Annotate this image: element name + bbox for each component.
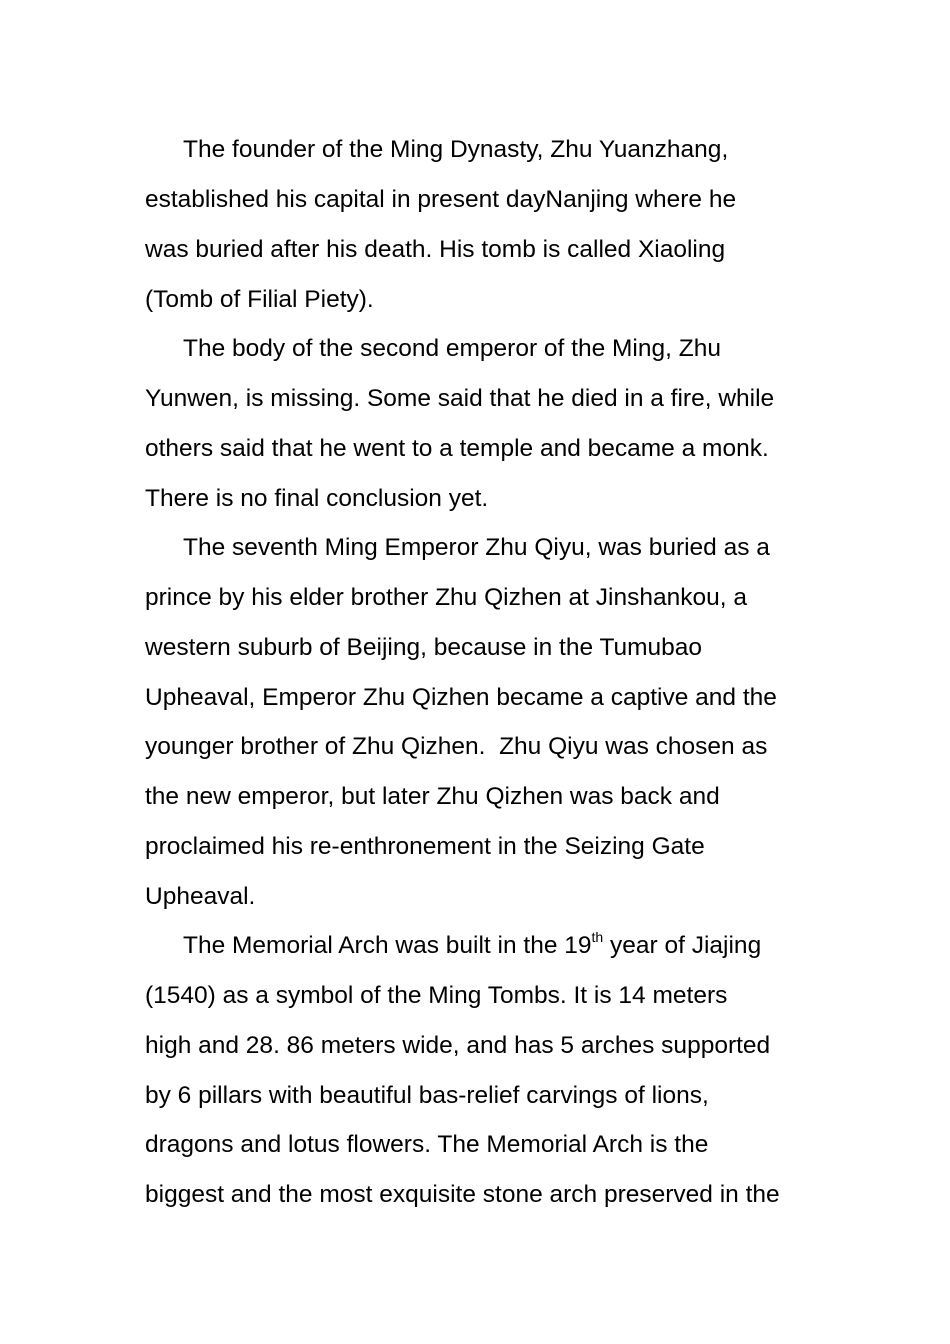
text-segment: The Memorial Arch was built in the 19 [183, 932, 592, 959]
text-line: dragons and lotus flowers. The Memorial Arch is the [145, 1131, 709, 1158]
text-line: established his capital in present dayNanjing where he [145, 186, 737, 213]
text-line: others said that he went to a temple and became a monk. [145, 435, 769, 462]
text-line: There is no final conclusion yet. [145, 485, 489, 512]
text-line: proclaimed his re-enthronement in the Seizing Gate [145, 833, 705, 860]
text-line [183, 928, 762, 961]
text-line: (1540) as a symbol of the Ming Tombs. It is 14 meters [145, 982, 728, 1009]
text-line: The body of the second emperor of the Ming, Zhu [183, 335, 721, 362]
text-line: biggest and the most exquisite stone arch preserved in the [145, 1181, 780, 1208]
text-line: (Tomb of Filial Piety). [145, 286, 374, 313]
text-line: Yunwen, is missing. Some said that he died in a fire, while [145, 385, 775, 412]
text-line: the new emperor, but later Zhu Qizhen was back and [145, 783, 720, 810]
ordinal-superscript: th [591, 928, 604, 945]
text-line: younger brother of Zhu Qizhen. Zhu Qiyu was chosen as [145, 733, 768, 760]
text-line: The seventh Ming Emperor Zhu Qiyu, was buried as a [183, 534, 770, 561]
text-line: by 6 pillars with beautiful bas-relief carvings of lions, [145, 1082, 709, 1109]
text-line: was buried after his death. His tomb is called Xiaoling [145, 236, 726, 263]
text-line: Upheaval, Emperor Zhu Qizhen became a captive and the [145, 684, 777, 711]
text-segment: year of Jiajing [603, 932, 762, 959]
text-line: The founder of the Ming Dynasty, Zhu Yuanzhang, [183, 136, 729, 163]
text-line: prince by his elder brother Zhu Qizhen at Jinshankou, a [145, 584, 747, 611]
text-line: high and 28. 86 meters wide, and has 5 arches supported [145, 1032, 771, 1059]
text-line: Upheaval. [145, 883, 256, 910]
text-line: western suburb of Beijing, because in the Tumubao [145, 634, 703, 661]
